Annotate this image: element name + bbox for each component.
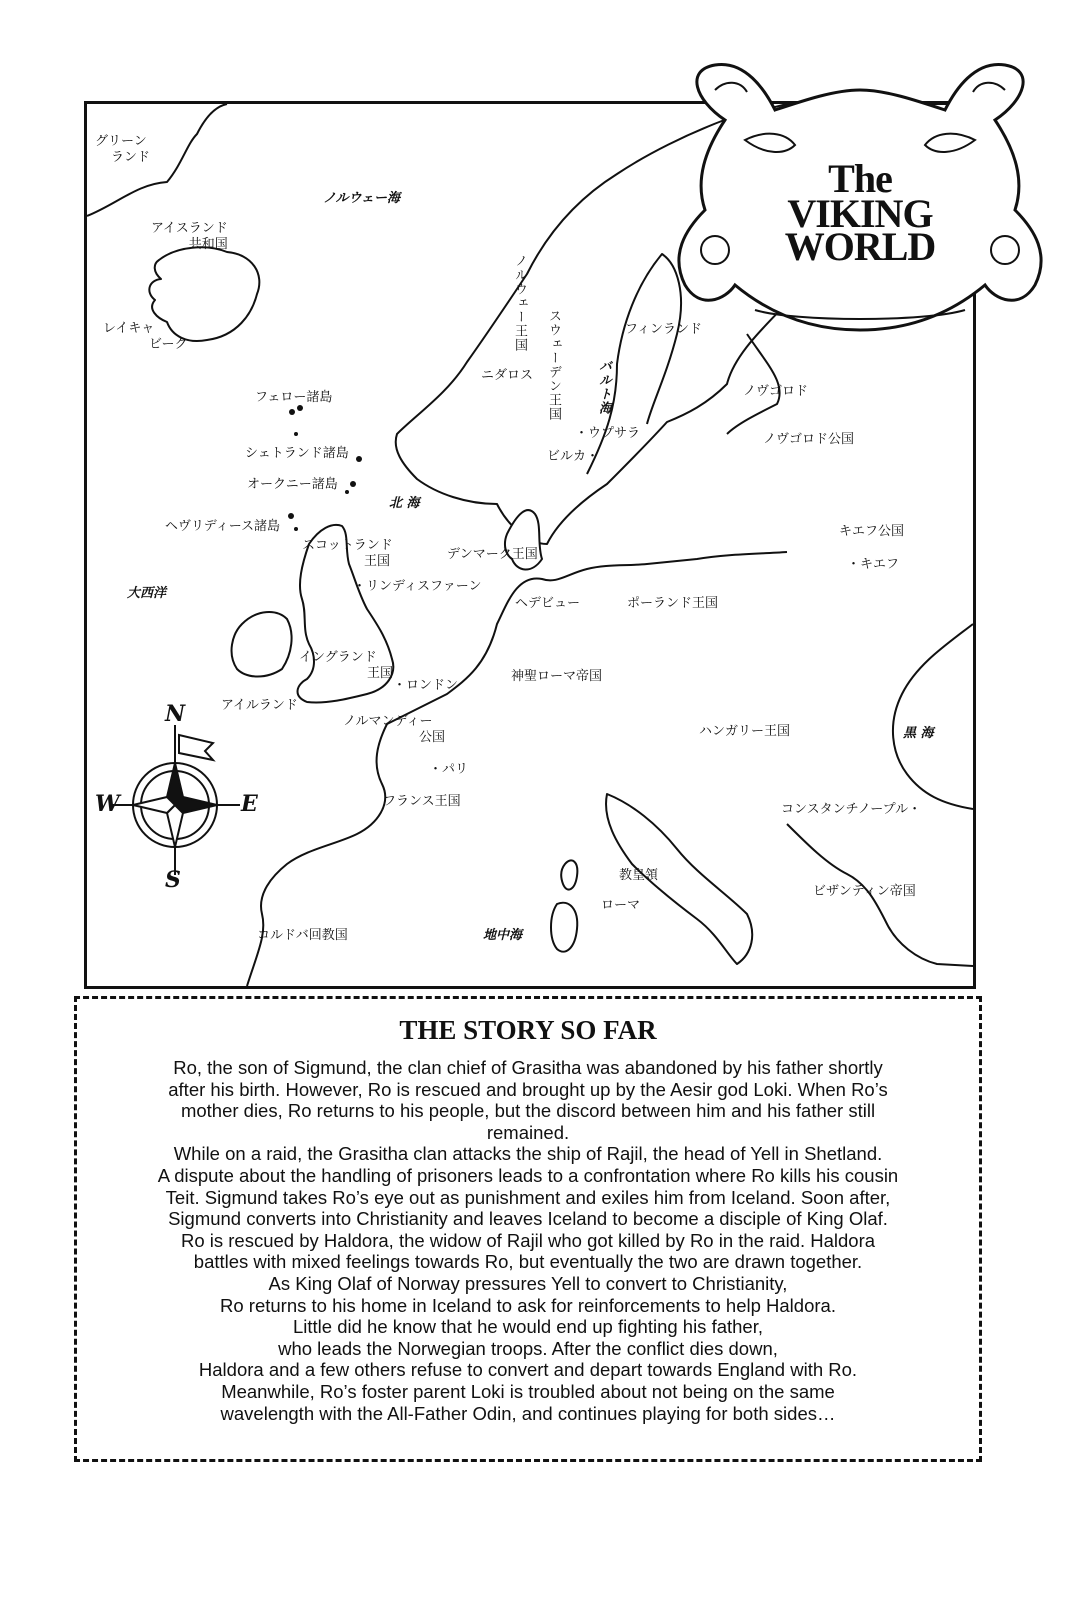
story-line: A dispute about the handling of prisoners leads to a confrontation where Ro kills his cousin bbox=[157, 1164, 899, 1186]
label-paris: ・パリ bbox=[429, 762, 469, 777]
story-heading: THE STORY SO FAR bbox=[399, 1015, 657, 1045]
label-novgorod-city: ノヴゴロド bbox=[743, 384, 809, 399]
label-black-sea: 黒 海 bbox=[903, 726, 934, 741]
label-greenland: グリーン ランド bbox=[95, 134, 151, 165]
sardinia-coast bbox=[551, 903, 577, 952]
story-line: Little did he know that he would end up fighting his father, bbox=[292, 1316, 763, 1338]
label-reykjavik: レイキャ ビーク bbox=[103, 321, 188, 352]
label-denmark: デンマーク王国 bbox=[447, 547, 538, 562]
label-hre: 神聖ローマ帝国 bbox=[511, 669, 603, 684]
label-scotland: スコットランド 王国 bbox=[302, 538, 393, 569]
label-papal-states: 教皇領 bbox=[619, 868, 659, 883]
label-hebrides: ヘヴリディース諸島 bbox=[165, 519, 281, 534]
story-line: Ro returns to his home in Iceland to ask for reinforcements to help Haldora. bbox=[220, 1294, 836, 1316]
compass-north: N bbox=[165, 701, 186, 727]
label-uppsala: ・ウプサラ bbox=[575, 426, 641, 441]
label-mediterranean: 地中海 bbox=[483, 928, 523, 943]
title-the: The bbox=[828, 156, 892, 201]
story-line: Teit. Sigmund takes Ro’s eye out as punishment and exiles him from Iceland. Soon after, bbox=[165, 1186, 891, 1208]
label-iceland: アイスランド 共和国 bbox=[151, 221, 228, 252]
label-constantinople: コンスタンチノープル・ bbox=[781, 802, 922, 817]
title-emblem bbox=[655, 60, 1065, 350]
label-sweden-kingdom: スウェーデン王国 bbox=[546, 309, 561, 421]
label-norway-kingdom: ノルウェー王国 bbox=[512, 254, 527, 352]
label-baltic: バルト海 bbox=[596, 359, 611, 415]
label-england: イングランド 王国 bbox=[299, 650, 394, 681]
story-line: wavelength with the All-Father Odin, and continues playing for both sides… bbox=[220, 1402, 836, 1424]
label-atlantic: 大西洋 bbox=[127, 586, 167, 601]
story-line: Meanwhile, Ro’s foster parent Loki is troubled about not being on the same bbox=[221, 1380, 835, 1402]
story-body bbox=[91, 1057, 965, 1424]
label-normandy: ノルマンディー 公国 bbox=[343, 714, 446, 745]
label-orkney: オークニー諸島 bbox=[247, 477, 338, 492]
label-hedeby: ヘデビュー bbox=[515, 596, 581, 611]
label-finland: フィンランド bbox=[625, 322, 702, 337]
title-world: WORLD bbox=[784, 224, 936, 269]
story-line: Haldora and a few others refuse to convert and depart towards England with Ro. bbox=[198, 1359, 858, 1381]
label-birka: ビルカ・ bbox=[547, 449, 600, 464]
title-viking: VIKING bbox=[787, 191, 933, 236]
label-lindisfarne: ・リンディスファーン bbox=[353, 579, 482, 594]
label-byzantine: ビザンティン帝国 bbox=[813, 884, 916, 899]
story-line: after his birth. However, Ro is rescued and brought up by the Aesir god Loki. When Ro’s bbox=[168, 1078, 888, 1100]
ireland-coast bbox=[232, 612, 292, 676]
label-norwegian-sea: ノルウェー海 bbox=[323, 191, 400, 206]
label-kiev-city: ・キエフ bbox=[847, 557, 900, 572]
label-poland: ポーランド王国 bbox=[627, 596, 719, 611]
story-so-far-box bbox=[74, 996, 982, 1462]
story-line: Sigmund converts into Christianity and leaves Iceland to become a disciple of King Olaf. bbox=[168, 1208, 888, 1230]
corsica-coast bbox=[561, 860, 577, 889]
label-rome: ローマ bbox=[601, 898, 641, 913]
label-nidaros: ニダロス bbox=[481, 368, 534, 383]
label-kiev-principality: キエフ公国 bbox=[839, 524, 905, 539]
story-line: Ro, the son of Sigmund, the clan chief of Grasitha was abandoned by his father shortly bbox=[173, 1057, 883, 1078]
label-france: フランス王国 bbox=[383, 794, 461, 809]
compass-south: S bbox=[165, 867, 181, 893]
story-line: While on a raid, the Grasitha clan attacks the ship of Rajil, the head of Yell in Shetland. bbox=[173, 1143, 883, 1165]
black-sea-coast bbox=[893, 624, 973, 809]
label-london: ・ロンドン bbox=[393, 678, 459, 693]
story-line: battles with mixed feelings towards Ro, but eventually the two are drawn together. bbox=[193, 1251, 863, 1273]
compass-rose bbox=[95, 701, 265, 895]
story-line: remained. bbox=[486, 1121, 570, 1143]
story-line: mother dies, Ro returns to his people, but the discord between him and his father still bbox=[180, 1100, 876, 1122]
story-line: As King Olaf of Norway pressures Yell to convert to Christianity, bbox=[268, 1272, 788, 1294]
label-cordoba: コルドバ回教国 bbox=[257, 928, 348, 943]
label-north-sea: 北 海 bbox=[389, 496, 420, 511]
france-coast bbox=[247, 724, 387, 986]
story-line: Ro is rescued by Haldora, the widow of Rajil who got killed by Ro in the raid. Haldora bbox=[180, 1229, 876, 1251]
label-faroe: フェロー諸島 bbox=[255, 390, 333, 405]
label-ireland: アイルランド bbox=[221, 698, 298, 713]
continent-coast bbox=[387, 552, 787, 724]
story-line: who leads the Norwegian troops. After the conflict dies down, bbox=[278, 1337, 778, 1359]
label-novgorod-principality: ノヴゴロド公国 bbox=[763, 432, 855, 447]
label-hungary: ハンガリー王国 bbox=[699, 724, 791, 739]
label-shetland: シェトランド諸島 bbox=[245, 446, 349, 461]
compass-west: W bbox=[95, 791, 120, 817]
compass-east: E bbox=[241, 791, 258, 817]
